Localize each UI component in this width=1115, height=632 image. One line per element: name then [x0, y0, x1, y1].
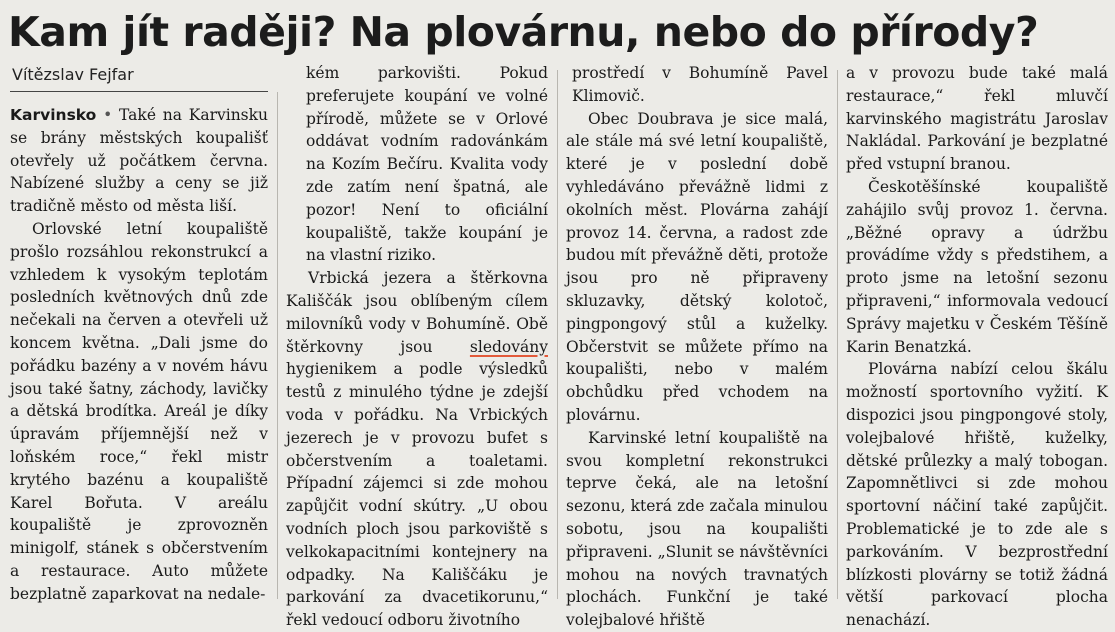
paragraph: Orlovské letní koupaliště prošlo rozsáhlou rekonstrukcí a vzhledem k vysokým teplotám posledních květnových dnů zde nečekali na červen a otevřeli už koncem května. „Dali jsme do pořádku bazény a v novém hávu jsou také šatny, záchody, lavičky a dětská brodítka. Areál je díky úpravám příjemnější než v loňském roce,“ řekl mistr krytého bazénu a koupaliště Karel Bořuta. V areálu koupaliště je zprovozněn minigolf, stánek s občerstvením a restaurace. Auto můžete bezplatně zaparkovat na nedale-	[10, 219, 268, 603]
article-column-1	[10, 104, 269, 603]
paragraph-text: Vrbická jezera a štěrkovna Kališčák jsou oblíbeným cílem milovníků vody v Bohumíně. Obě štěrkovny jsou	[286, 269, 548, 356]
marked-word: sledovány	[469, 337, 548, 356]
column-divider	[277, 92, 278, 599]
paragraph: Karvinské letní koupaliště na svou kompletní rekonstrukci teprve čeká, ale na letošní sezonu, která zde začala minulou sobotu, jsou na koupališti připraveni. „Slunit se návštěvníci mohou na nových travnatých plochách. Funkční je také volejbalové hřiště	[566, 428, 828, 630]
paragraph-text: hygienikem a podle výsledků testů z minulého týdne je zdejší voda v pořádku. Na Vrbických jezerech je v provozu bufet s občerstvením a toaletami. Případní zájemci si zde mohou zapůjčit vodní skútry. „U obou vodních ploch jsou parkoviště s velkokapacitními kontejnery na odpadky. Na Kališčáku je parkování za dvacetikorunu,“ řekl vedoucí odboru životního	[286, 360, 548, 630]
lead-paragraph	[10, 104, 268, 218]
paragraph: a v provozu bude také malá restaurace,“ řekl mluvčí karvinského magistrátu Jaroslav Nakládal. Parkování je bezplatné před vstupní branou.	[846, 64, 1108, 174]
paragraph: Plovárna nabízí celou škálu možností sportovního vyžití. K dispozici jsou pingpongové stoly, volejbalové hřiště, kuželky, dětské průlezky a malý tobogan. Zapomnětlivci si zde mohou sportovní náčiní také zapůjčit. Problematické je to zde ale s parkováním. V bezprostřední blízkosti plovárny se totiž žádná větší parkovací plocha nenachází.	[846, 360, 1108, 630]
paragraph	[286, 267, 548, 632]
article-column-4	[846, 62, 1108, 630]
paragraph: kém parkovišti. Pokud preferujete koupání ve volné přírodě, můžete se v Orlové oddávat vodním radovánkám na Kozím Bečíru. Kvalita vody zde zatím není špatná, ale pozor! Není to oficiální koupaliště, takže koupání je na vlastní riziko.	[306, 64, 548, 265]
paragraph: Obec Doubrava je sice malá, ale stále má své letní koupaliště, které je v poslední době vyhledáváno převážně lidmi z okolních měst. Plovárna zahájí provoz 14. června, a radost zde budou mít převážně děti, protože jsou pro ně připraveny skluzavky, dětský kolotoč, pingpongový stůl a kuželky. Občerstvit se můžete přímo na koupališti, nebo v malém obchůdku před vchodem na plovárnu.	[566, 109, 828, 424]
paragraph: Českotěšínské koupaliště zahájilo svůj provoz 1. června. „Běžné opravy a údržbu provádíme vždy s předstihem, a proto jsme na letošní sezonu připraveni,“ informovala vedoucí Správy majetku v Českém Těšíně Karin Benatzká.	[846, 177, 1108, 356]
article-column-3	[566, 62, 828, 630]
paragraph: prostředí v Bohumíně Pavel Klimovič.	[572, 64, 828, 105]
paragraph-text: Také na Karvinsku se brány městských koupališť otevřely už počátkem června. Nabízené služby a ceny se již tradičně město od města liší.	[10, 106, 269, 216]
dateline-bullet: •	[103, 106, 113, 124]
article-column-2	[286, 62, 548, 630]
dateline: Karvinsko	[10, 106, 97, 124]
column-divider	[557, 70, 558, 599]
headline: Kam jít raději? Na plovárnu, nebo do přírody?	[8, 8, 1039, 56]
byline-rule	[10, 91, 268, 92]
column-divider	[837, 70, 838, 599]
author-byline: Vítězslav Fejfar	[12, 65, 134, 84]
